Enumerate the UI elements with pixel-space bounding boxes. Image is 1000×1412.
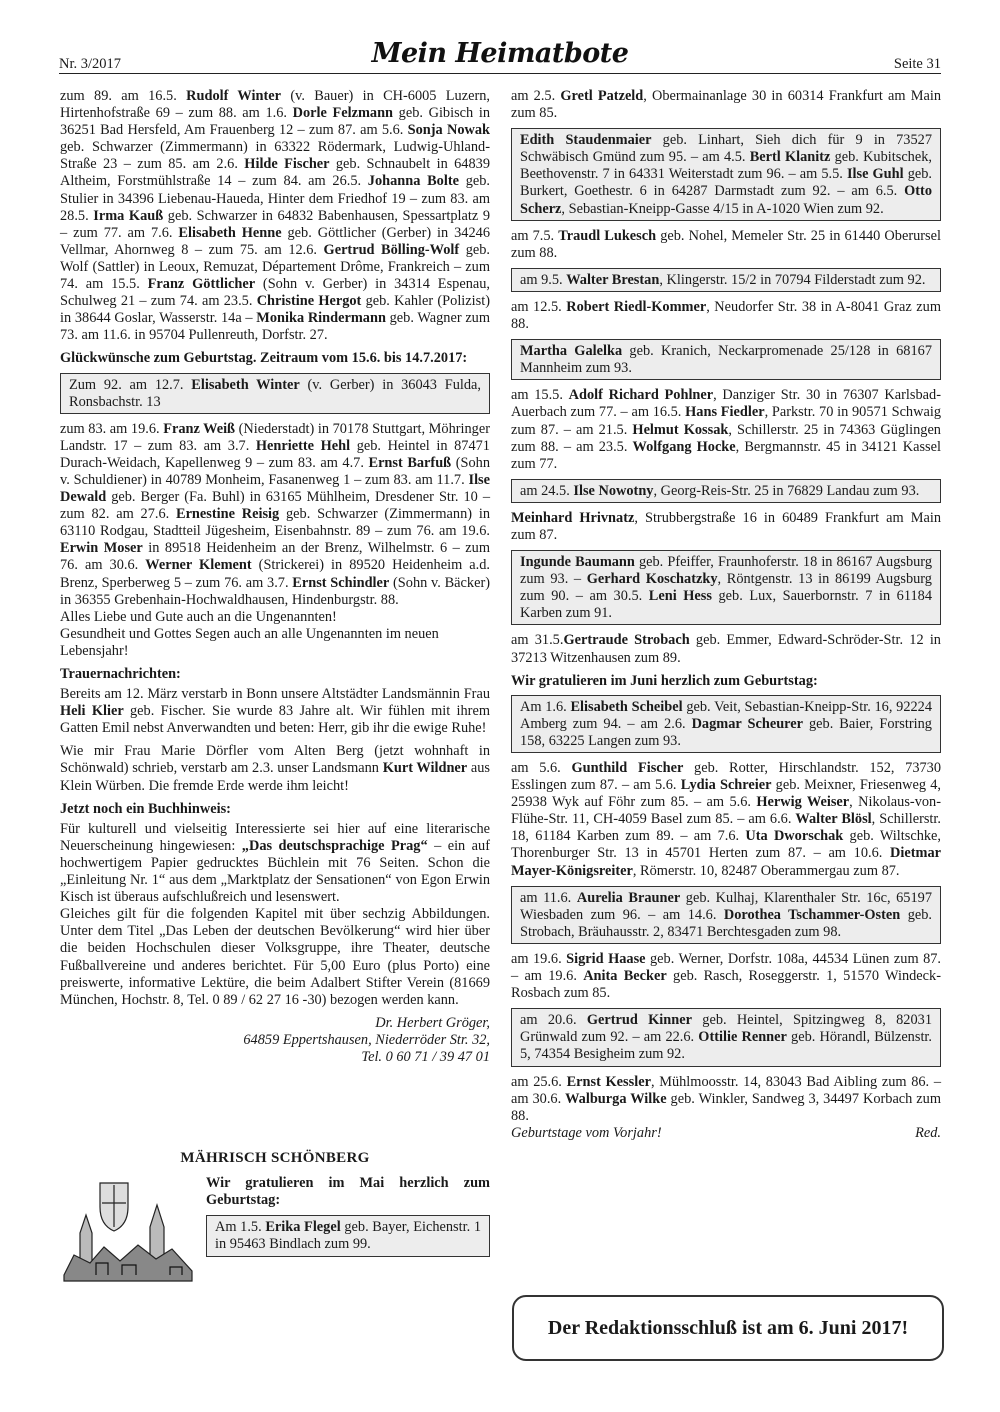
text-run: geb. Stulier in 34396 Liebenau-Haueda, Hinter dem Friedhof 19 – zum 83. am 28.5.	[60, 173, 490, 224]
birthday-entry	[511, 299, 941, 333]
person-name: Gretl Patzeld	[560, 88, 644, 104]
text-run: (v. Bauer) in CH-6005 Luzern, Hirtenhofstraße 69 – zum 88. am 1.6.	[60, 88, 490, 122]
birthday-entry	[511, 88, 941, 122]
person-name: Dorothea Tschammer-Osten	[723, 906, 901, 923]
person-name: Hilde Fischer	[244, 156, 330, 173]
text-run: Am 1.6.	[520, 698, 571, 715]
text-run: am 15.5.	[511, 387, 569, 404]
text-run: , Strubbergstraße 16 in 60489 Frankfurt am Main zum 87.	[511, 509, 941, 543]
text-run: geb. Hörandl, Bülzenstr. 5, 74354 Besigheim zum 92.	[520, 1029, 932, 1063]
text-run: geb. Kahler (Polizist) in 38644 Goslar, Wasserstr. 14a –	[60, 293, 490, 327]
text-run: geb. Schwarzer in 64832 Babenhausen, Spessartplatz 9 – zum 77. am 7.6.	[60, 207, 490, 241]
text-run: am 5.6.	[511, 760, 572, 776]
section-title-mahrisch: MÄHRISCH SCHÖNBERG	[180, 1150, 370, 1167]
person-name: Sonja Nowak	[407, 122, 491, 139]
birthday-entry	[511, 632, 941, 666]
person-name: Robert Riedl-Kommer	[566, 298, 707, 315]
text-run: geb. Schwarzer (Zimmermann) in 63322 Rödermark, Ludwig-Uhland-Straße 23 – zum 85. am 2.6.	[60, 139, 490, 173]
text-run: am 24.5.	[520, 482, 574, 499]
person-name: Ernst Kessler	[566, 1073, 651, 1090]
person-name: Leni Hess	[648, 588, 712, 605]
text-run: (Sohn v. Gerber) in 34314 Espenau, Schulweg 21 – zum 74. am 23.5.	[60, 276, 490, 310]
birthday-entry	[511, 1074, 941, 1125]
person-name: Franz Weiß	[163, 420, 236, 437]
birthday-entry	[511, 951, 941, 1002]
person-name: Ilse Dewald	[60, 471, 490, 506]
text-run: am 9.5.	[520, 271, 567, 288]
text-run: geb. Wagner zum 73. am 11.6. in 95704 Pullenreuth, Dorfstr. 27.	[60, 310, 491, 344]
text-run: am 11.6.	[520, 889, 577, 906]
text-run: am 20.6.	[520, 1012, 587, 1029]
person-name: Herwig Weiser	[756, 794, 850, 811]
text-run: Bereits am 12. März verstarb in Bonn unsere Altstädter Landsmännin Frau	[60, 686, 490, 703]
header-rule	[59, 73, 941, 74]
text-run: , Obermainanlage 30 in 60314 Frankfurt am Main zum 85.	[511, 88, 941, 122]
person-name: Martha Galelka	[520, 343, 623, 360]
highlight-box	[511, 886, 941, 944]
text-run: (Sohn v. Bäcker) in 36355 Grebenhain-Hochwaldhausen, Hindenburgstr. 88.	[60, 574, 490, 608]
text-run: geb. Wiltschke, Thorenburger Str. 13 in 45701 Herten zum 87. – am 10.6.	[511, 828, 941, 862]
person-name: Gertrud Kinner	[586, 1012, 692, 1029]
person-name: Elisabeth Henne	[178, 224, 282, 241]
text-run: zum 83. am 19.6.	[60, 420, 164, 437]
person-name: Gertraude Strobach	[563, 632, 690, 649]
person-name: Otto Scherz	[520, 183, 932, 217]
person-name: Werner Klement	[145, 557, 252, 574]
text-run: aus Klein Würben. Die fremde Erde werde ihm leicht!	[60, 760, 490, 794]
text-run: geb. Göttlicher (Gerber) in 34246 Vellmar, Ahornweg 8 – zum 75. am 12.6.	[60, 224, 490, 258]
highlight-box	[511, 695, 941, 753]
buch-paragraph-1	[60, 821, 490, 906]
person-name: Gunthild Fischer	[571, 760, 684, 776]
highlight-box	[511, 339, 941, 380]
person-name: Hans Fiedler	[685, 404, 765, 421]
person-name: Sigrid Haase	[566, 950, 646, 967]
person-name: „Das deutschsprachige Prag“	[241, 837, 428, 854]
page-number: Seite 31	[893, 56, 941, 72]
person-name: Johanna Bolte	[367, 173, 459, 190]
text-run: (v. Gerber) in 36043 Fulda, Ronsbachstr. 13	[69, 376, 482, 410]
text-run: am 12.5.	[511, 298, 567, 315]
masthead-logo: Mein Heimatbote	[371, 38, 629, 69]
right-column	[511, 88, 941, 1142]
person-name: Aurelia Brauner	[576, 889, 681, 906]
highlight-box	[511, 268, 941, 292]
text-run: geb. Gibisch in 36251 Bad Hersfeld, Am Frauenberg 12 – zum 87. am 5.6.	[60, 105, 490, 139]
text-run: , Neudorfer Str. 38 in A-8041 Graz zum 88.	[511, 298, 941, 333]
text-run: geb. Heintel in 87471 Durach-Weidach, Kapellenweg 9 – zum 83. am 4.7.	[60, 437, 490, 471]
person-name: Meinhard Hrivnatz	[511, 509, 635, 526]
text-run: geb. Kubitschek, Beethovenstr. 7 in 64331 Weiterstadt zum 96. – am 5.5.	[520, 149, 932, 183]
text-run: am 2.5.	[511, 88, 561, 104]
trauer-paragraph-2	[60, 743, 490, 794]
highlight-box	[511, 1008, 941, 1066]
person-name: Ottilie Renner	[698, 1029, 787, 1046]
text-run: Zum 92. am 12.7.	[69, 376, 192, 393]
text-run: geb. Heintel, Spitzingweg 8, 82031 Grünwald zum 92. – am 22.6.	[520, 1012, 932, 1046]
section-title-trauer: Trauernachrichten:	[60, 666, 181, 682]
birthday-entry	[511, 760, 941, 880]
person-name: Lydia Schreier	[680, 777, 772, 794]
person-name: Monika Rindermann	[256, 310, 386, 327]
person-name: Rudolf Winter	[186, 88, 281, 104]
person-name: Walburga Wilke	[565, 1090, 667, 1107]
text-run: geb. Schnaubelt in 64839 Altheim, Forstmühlstraße 14 – zum 84. am 26.5.	[60, 156, 490, 190]
person-name: Dietmar Mayer-Königsreiter	[511, 845, 941, 879]
person-name: Elisabeth Scheibel	[570, 698, 683, 715]
text-run: in 89518 Heidenheim an der Brenz, Wilhelmstr. 6 – zum 76. am 30.6.	[60, 540, 490, 574]
text-run: geb. Nohel, Memeler Str. 25 in 61440 Oberursel zum 88.	[511, 227, 941, 261]
person-name: Elisabeth Winter	[191, 376, 300, 393]
text-run: geb. Burkert, Goethestr. 6 in 64287 Darmstadt zum 92. – am 6.5.	[520, 166, 932, 200]
text-run: , Römerstr. 10, 82487 Oberammergau zum 87.	[632, 862, 900, 879]
text-run: geb. Berger (Fa. Buhl) in 63165 Mühlheim, Dresdener Str. 10 – zum 82. am 27.6.	[60, 489, 490, 523]
text-run: , Mühlmoosstr. 14, 83043 Bad Aibling zum 86. – am 30.6.	[511, 1073, 941, 1107]
text-run: geb. Lux, Sauerbornstr. 7 in 61184 Karben zum 91.	[520, 588, 932, 622]
signature-phone: Tel. 0 60 71 / 39 47 01	[361, 1048, 490, 1065]
person-name: Henriette Hehl	[255, 437, 351, 454]
text-run: am 7.5.	[511, 227, 559, 244]
trauer-paragraph-1	[60, 686, 490, 737]
birthday-paragraph	[60, 421, 490, 609]
note-vorjahr: Geburtstage vom Vorjahr!	[511, 1124, 662, 1141]
text-run: Wie mir Frau Marie Dörfler vom Alten Berg (jetzt wohnhaft in Schönwald) schrieb, verstarb am 2.3. unser Landsmann	[60, 743, 490, 777]
text-run: geb. Strobach, Bräuhausstr. 2, 83471 Berchtesgaden zum 98.	[520, 906, 932, 940]
text-run: geb. Veit, Sebastian-Kneipp-Str. 16, 92224 Amberg zum 94. – am 2.6.	[520, 698, 933, 732]
wish-line: Alles Liebe und Gute auch an die Ungenannten!	[60, 608, 337, 625]
text-run: (Strickerei) in 89520 Heidenheim a.d. Brenz, Sperberweg 5 – zum 76. am 3.7.	[60, 557, 490, 591]
text-run: , Schillerstr. 25 in 74363 Güglingen zum 88. – am 23.5.	[511, 421, 941, 455]
mahrisch-subtitle: Wir gratulieren im Mai herzlich zum Geburtstag:	[206, 1175, 490, 1209]
person-name: Irma Kauß	[93, 207, 164, 224]
highlight-box	[60, 373, 490, 414]
text-run: am 19.6.	[511, 950, 567, 967]
page-header	[59, 38, 941, 72]
text-run: , Klingerstr. 15/2 in 70794 Filderstadt zum 92.	[659, 271, 926, 288]
text-run: geb. Baier, Forstring 158, 63225 Langen zum 93.	[520, 715, 932, 749]
text-run: geb. Emmer, Edward-Schröder-Str. 12 in 37213 Witzenhausen zum 89.	[511, 632, 941, 666]
birthday-entry	[511, 228, 941, 262]
text-run: geb. Fischer. Sie wurde 83 Jahre alt. Wir fühlen mit ihrem Gatten Emil nebst Anverwandten und beten: Herr, gib ihr die ewige Ruhe!	[60, 703, 490, 737]
text-run: geb. Kulhaj, Klarenthaler Str. 16c, 65197 Wiesbaden zum 96. – am 14.6.	[520, 889, 932, 923]
person-name: Traudl Lukesch	[558, 227, 657, 244]
highlight-box	[206, 1215, 490, 1256]
text-run: , Röntgenstr. 13 in 86199 Augsburg zum 90. – am 30.5.	[520, 571, 932, 605]
text-run: geb. Rasch, Roseggerstr. 1, 51570 Windeck-Rosbach zum 85.	[511, 968, 941, 1002]
text-run: geb. Pfeiffer, Fraunhoferstr. 18 in 86167 Augsburg zum 93. –	[520, 554, 932, 588]
person-name: Walter Blösl	[795, 811, 872, 828]
person-name: Ernestine Reisig	[176, 506, 280, 523]
person-name: Gerhard Koschatzky	[586, 571, 718, 588]
text-run: geb. Wolf (Sattler) in Leoux, Remuzat, Département Drôme, Frankreich – zum 74. am 15.5.	[60, 241, 490, 293]
text-run: am 25.6.	[511, 1073, 567, 1090]
text-run: Gleiches gilt für die folgenden Kapitel mit über sechzig Abbildungen. Unter dem Titel „Das Leben der deutschen Bevölkerung“ wird hier über die beiden Hochschulen dieser Volksgruppe, ihre Theater, deutsche Fußballvereine und anderes berichtet. Für 5,00 Euro (plus Porto) eine preiswerte, informative Lektüre, die beim Adalbert Stifter Verein (81669 München, Hochstr. 8, Tel. 0 89 / 62 27 16 -30) bezogen werden kann.	[60, 906, 490, 1008]
person-name: Dorle Felzmann	[292, 105, 394, 122]
text-run: , Schillerstr. 18, 61184 Karben zum 89. – am 7.6.	[511, 811, 941, 845]
person-name: Ernst Barfuß	[368, 454, 452, 471]
person-name: Christine Hergot	[256, 293, 362, 310]
person-name: Heli Klier	[60, 703, 124, 720]
highlight-box	[511, 479, 941, 503]
person-name: Erwin Moser	[60, 540, 143, 557]
text-run: geb. Meixner, Friesenweg 4, 25938 Wyk auf Föhr zum 85. – am 5.6.	[511, 777, 941, 811]
left-column	[60, 88, 490, 1285]
person-name: Edith Staudenmaier	[520, 132, 652, 149]
text-run: , Georg-Reis-Str. 25 in 76829 Landau zum 93.	[653, 482, 920, 499]
text-run: (Sohn v. Schuldiener) in 40789 Monheim, Fasanenweg 1 – zum 83. am 11.7.	[60, 454, 490, 488]
text-run: , Parkstr. 70 in 90571 Schwaig zum 87. – am 21.5.	[511, 404, 941, 438]
intro-paragraph	[60, 88, 490, 344]
person-name: Gertrud Bölling-Wolf	[323, 241, 460, 258]
text-run: geb. Bayer, Eichenstr. 1 in 95463 Bindlach zum 99.	[215, 1219, 481, 1253]
text-run: am 31.5.	[511, 632, 564, 649]
person-name: Kurt Wildner	[382, 760, 468, 777]
person-name: Anita Becker	[583, 968, 667, 985]
text-run: , Danziger Str. 30 in 76307 Karlsbad-Auerbach zum 77. – am 16.5.	[511, 387, 941, 421]
person-name: Ingunde Baumann	[520, 554, 635, 571]
section-title-juni: Wir gratulieren im Juni herzlich zum Geburtstag:	[511, 672, 818, 689]
person-name: Adolf Richard Pohlner	[568, 387, 714, 404]
signature-address: 64859 Eppertshausen, Niederröder Str. 32,	[243, 1031, 490, 1048]
text-run: geb. Linhart, Sieh dich für 9 in 73527 Schwäbisch Gmünd zum 95. – am 4.5.	[520, 132, 932, 166]
person-name: Ilse Nowotny	[573, 482, 654, 499]
person-name: Walter Brestan	[566, 271, 660, 288]
text-run: , Bergmannstr. 45 in 34121 Kassel zum 77.	[511, 438, 941, 472]
highlight-box	[511, 550, 941, 625]
text-run: Am 1.5.	[215, 1219, 266, 1236]
text-run: – ein auf hochwertigem Papier gedrucktes Büchlein mit 76 Seiten. Schon die „Einleitung Nr. 1“ aus dem „Marktplatz der Sensationen“ von Egon Erwin Kisch ist überaus aufschlußreich und lesenswert.	[60, 837, 490, 906]
text-run: , Nikolaus-von-Flühe-Str. 11, CH-4059 Basel zum 85. – am 6.6.	[511, 794, 941, 828]
text-run: zum 89. am 16.5.	[60, 88, 187, 104]
text-run: (Niederstadt) in 70178 Stuttgart, Möhringer Landstr. 17 – zum 83. am 3.7.	[60, 420, 490, 454]
person-name: Helmut Kossak	[632, 421, 729, 438]
text-run: , Sebastian-Kneipp-Gasse 4/15 in A-1020 Wien zum 92.	[561, 200, 884, 217]
person-name: Ilse Guhl	[846, 166, 904, 183]
wish-paragraph: Gesundheit und Gottes Segen auch an alle Ungenannten im neuen Lebensjahr!	[60, 625, 439, 659]
issue-number: Nr. 3/2017	[59, 56, 122, 72]
buch-paragraph-2	[60, 906, 490, 1009]
text-run: geb. Schwarzer (Zimmermann) in 63110 Rodgau, Stadtteil Jügesheim, Eisenbahnstr. 89 – zum 76. am 19.6.	[60, 506, 490, 540]
editor-mark: Red.	[915, 1124, 941, 1141]
section-title-birthdays: Glückwünsche zum Geburtstag. Zeitraum vom 15.6. bis 14.7.2017:	[60, 350, 468, 367]
highlight-box	[511, 128, 941, 220]
signature-name: Dr. Herbert Gröger,	[375, 1014, 490, 1031]
person-name: Franz Göttlicher	[147, 276, 256, 293]
text-run: geb. Werner, Dorfstr. 108a, 44534 Lünen zum 87. – am 19.6.	[511, 950, 942, 985]
text-run: Für kulturell und vielseitig Interessierte sei hier auf eine literarische Neuerscheinung hingewiesen:	[60, 820, 490, 854]
town-crest-icon	[60, 1175, 196, 1285]
birthday-entry	[511, 387, 941, 472]
birthday-entry	[511, 510, 941, 544]
person-name: Uta Dworschak	[745, 828, 844, 845]
person-name: Erika Flegel	[265, 1219, 341, 1236]
person-name: Ernst Schindler	[292, 574, 390, 591]
text-run: geb. Rotter, Hirschlandstr. 152, 73730 Esslingen zum 87. – am 5.6.	[511, 760, 942, 794]
text-run: geb. Kranich, Neckarpromenade 25/128 in 68167 Mannheim zum 93.	[520, 343, 932, 377]
text-run: geb. Winkler, Sandweg 3, 34497 Korbach zum 88.	[511, 1090, 941, 1124]
person-name: Wolfgang Hocke	[632, 438, 736, 455]
person-name: Dagmar Scheurer	[691, 715, 804, 732]
section-title-buch: Jetzt noch ein Buchhinweis:	[60, 800, 231, 817]
deadline-banner: Der Redaktionsschluß ist am 6. Juni 2017!	[512, 1295, 944, 1361]
person-name: Bertl Klanitz	[749, 149, 831, 166]
